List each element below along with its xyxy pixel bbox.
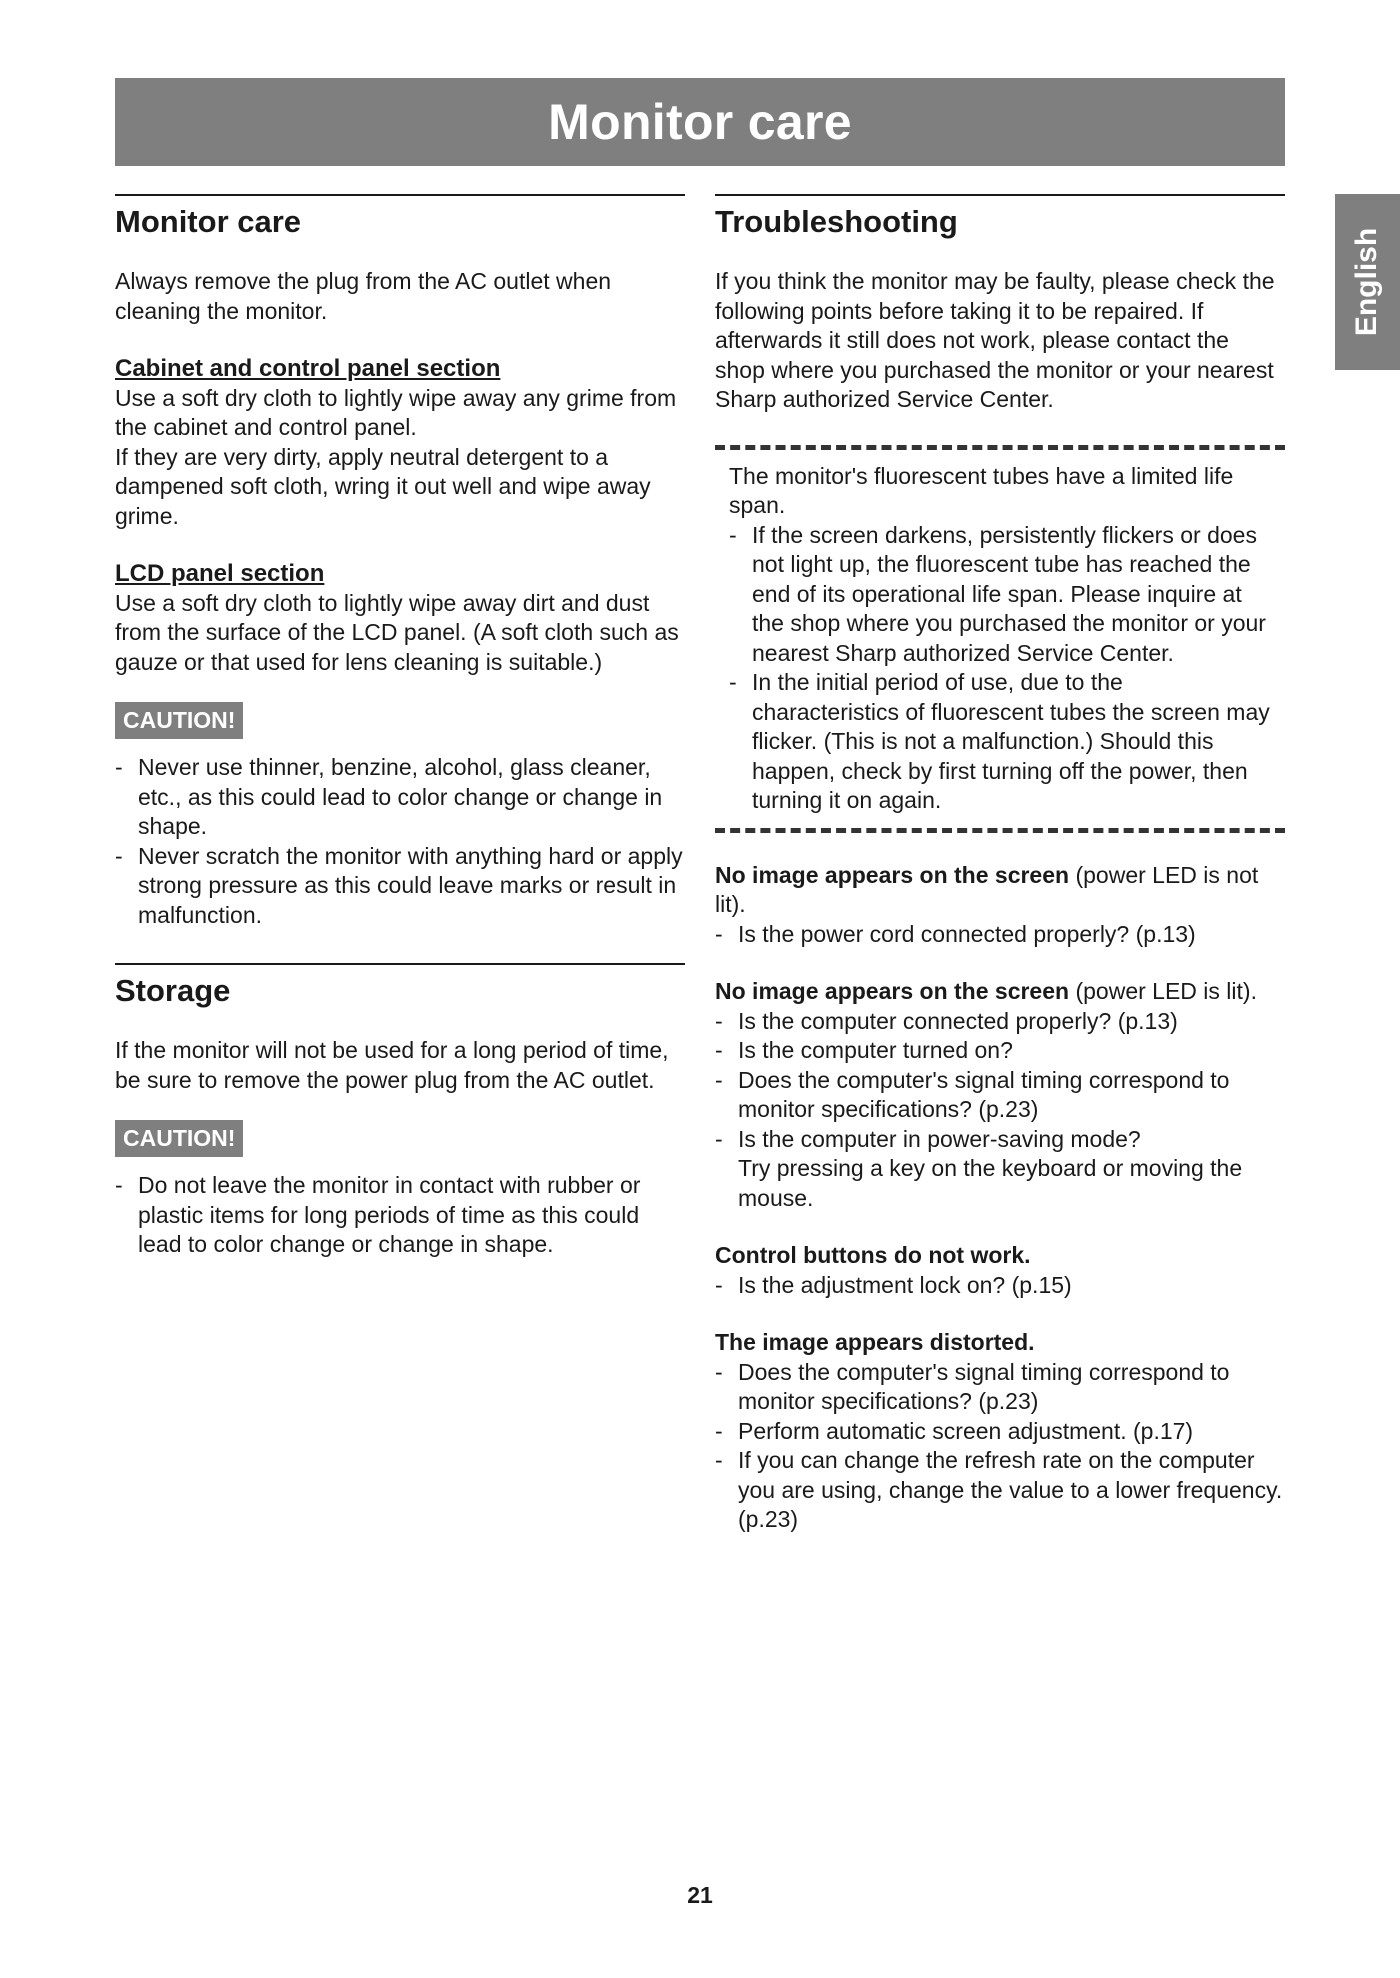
note-lead: The monitor's fluorescent tubes have a limited life span. xyxy=(729,462,1234,518)
care-caution-list xyxy=(115,753,685,930)
list-item: - Is the power cord connected properly? (p.13) xyxy=(715,920,1285,950)
issue-image-distorted xyxy=(715,1328,1285,1535)
list-item: - Never use thinner, benzine, alcohol, glass cleaner, etc., as this could lead to color change or change in shape. xyxy=(115,753,685,842)
list-item: - Does the computer's signal timing correspond to monitor specifications? (p.23) xyxy=(715,1358,1285,1417)
list-item: - Does the computer's signal timing correspond to monitor specifications? (p.23) xyxy=(715,1066,1285,1125)
issue-heading xyxy=(715,1241,1285,1271)
list-item: - If you can change the refresh rate on the computer you are using, change the value to a lower frequency. (p.23) xyxy=(715,1446,1285,1535)
list-item: - Never scratch the monitor with anything hard or apply strong pressure as this could leave marks or result in malfunction. xyxy=(115,842,685,931)
troubleshooting-intro: If you think the monitor may be faulty, please check the following points before taking it to be repaired. If afterwards it still does not work, please contact the shop where you purchased the monitor or your nearest Sharp authorized Service Center. xyxy=(715,268,1275,412)
issue-title: Control buttons do not work. xyxy=(715,1242,1031,1268)
troubleshooting-heading: Troubleshooting xyxy=(715,194,1285,237)
issue-heading xyxy=(715,977,1285,1007)
list-item-extra: Try pressing a key on the keyboard or moving the mouse. xyxy=(738,1155,1243,1211)
issue-heading xyxy=(715,1328,1285,1358)
right-column xyxy=(715,194,1285,1535)
caution-badge: CAUTION! xyxy=(115,702,243,739)
note-list xyxy=(729,521,1271,816)
list-item-text: Is the computer in power-saving mode? xyxy=(738,1125,1141,1152)
issue-detail: (power LED is not lit). xyxy=(715,861,1259,917)
issue-title: The image appears distorted. xyxy=(715,1329,1035,1355)
issue-buttons-not-working xyxy=(715,1241,1285,1300)
cabinet-section-title: Cabinet and control panel section xyxy=(115,355,501,382)
issue-title: No image appears on the screen xyxy=(715,978,1070,1004)
issue-title: No image appears on the screen xyxy=(715,861,1070,888)
list-item: - Is the adjustment lock on? (p.15) xyxy=(715,1271,1285,1301)
issue-heading xyxy=(715,861,1285,920)
issue-no-image-led-on xyxy=(715,977,1285,1213)
issue-detail: (power LED is lit). xyxy=(1069,978,1257,1004)
language-tab xyxy=(1335,194,1400,370)
left-column xyxy=(115,194,685,1260)
list-item: - Is the computer turned on? xyxy=(715,1036,1285,1066)
storage-caution-list xyxy=(115,1171,685,1260)
page-title: Monitor care xyxy=(548,94,852,150)
storage-heading: Storage xyxy=(115,963,685,1006)
cabinet-section-body: Use a soft dry cloth to lightly wipe away any grime from the cabinet and control panel. xyxy=(115,384,677,440)
list-item: - If the screen darkens, persistently flickers or does not light up, the fluorescent tube has reached the end of its operational life span. Please inquire at the shop where you purchased the monitor or your nearest Sharp authorized Service Center. xyxy=(729,521,1271,669)
issue-checklist xyxy=(715,1358,1285,1535)
fluorescent-tube-note xyxy=(715,445,1285,833)
monitor-care-heading: Monitor care xyxy=(115,194,685,237)
issue-checklist xyxy=(715,1007,1285,1214)
list-item xyxy=(715,1125,1285,1214)
list-item: - In the initial period of use, due to the characteristics of fluorescent tubes the screen may flicker. (This is not a malfunction.) Should this happen, check by first turning off the power, then turning it on again. xyxy=(729,668,1271,816)
language-tab-label: English xyxy=(1350,227,1384,337)
page-number: 21 xyxy=(687,1882,713,1908)
storage-intro: If the monitor will not be used for a long period of time, be sure to remove the power plug from the AC outlet. xyxy=(115,1037,669,1093)
lcd-section-title: LCD panel section xyxy=(115,560,325,587)
list-item: - Do not leave the monitor in contact with rubber or plastic items for long periods of time as this could lead to color change or change in shape. xyxy=(115,1171,685,1260)
cabinet-section-body-2: If they are very dirty, apply neutral detergent to a dampened soft cloth, wring it out well and wipe away grime. xyxy=(115,443,651,529)
list-item: - Perform automatic screen adjustment. (p.17) xyxy=(715,1417,1285,1447)
issue-checklist xyxy=(715,920,1285,950)
list-item: - Is the computer connected properly? (p.13) xyxy=(715,1007,1285,1037)
page-title-banner xyxy=(115,78,1285,166)
caution-badge: CAUTION! xyxy=(115,1120,243,1157)
issue-checklist xyxy=(715,1271,1285,1301)
lcd-section-body: Use a soft dry cloth to lightly wipe away dirt and dust from the surface of the LCD panel. (A soft cloth such as gauze or that used for lens cleaning is suitable.) xyxy=(115,589,679,675)
monitor-care-intro: Always remove the plug from the AC outlet when cleaning the monitor. xyxy=(115,268,612,324)
issue-no-image-led-off xyxy=(715,861,1285,950)
